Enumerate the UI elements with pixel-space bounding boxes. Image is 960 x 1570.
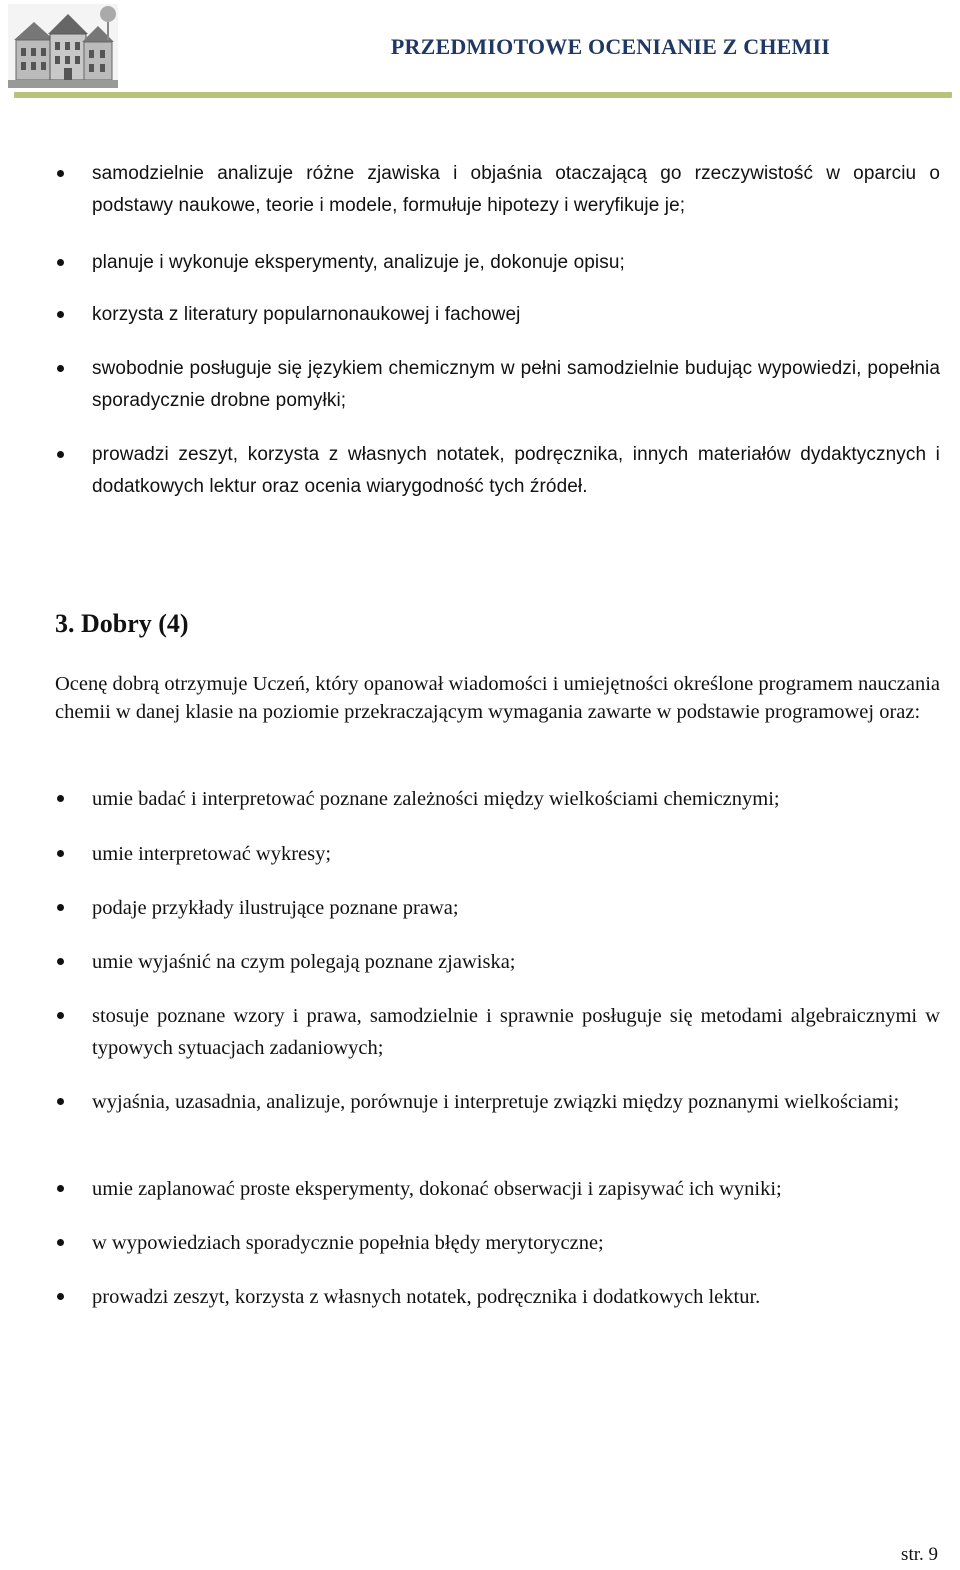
list-item-text: podaje przykłady ilustrujące poznane prawa; — [92, 897, 459, 919]
list-item-text: umie badać i interpretować poznane zależności między wielkościami chemicznymi; — [92, 788, 780, 810]
bullet-icon — [57, 1098, 64, 1105]
bullet-icon — [57, 958, 64, 965]
page-header — [0, 0, 960, 100]
list-item-text: samodzielnie analizuje różne zjawiska i objaśnia otaczającą go rzeczywistość w oparciu o podstawy naukowe, teorie i modele, formułuje hipotezy i weryfikuje je; — [92, 163, 940, 216]
list-item-text: prowadzi zeszyt, korzysta z własnych notatek, podręcznika, innych materiałów dydaktycznych i dodatkowych lektur oraz ocenia wiarygodność tych źródeł. — [92, 444, 940, 497]
bullet-icon — [57, 311, 64, 318]
list-item-text: planuje i wykonuje eksperymenty, analizuje je, dokonuje opisu; — [92, 252, 625, 273]
bullet-icon — [57, 1239, 64, 1246]
list-item-text: prowadzi zeszyt, korzysta z własnych notatek, podręcznika i dodatkowych lektur. — [92, 1286, 761, 1308]
list-item-text: korzysta z literatury popularnonaukowej i fachowej — [92, 304, 521, 325]
bullet-icon — [57, 1012, 64, 1019]
bullet-icon — [57, 1293, 64, 1300]
list-item-text: swobodnie posługuje się językiem chemicznym w pełni samodzielnie budując wypowiedzi, popełnia sporadycznie drobne pomyłki; — [92, 358, 940, 411]
list-item-text: umie interpretować wykresy; — [92, 843, 332, 865]
page-number: str. 9 — [901, 1544, 938, 1565]
list-item-text: umie zaplanować proste eksperymenty, dokonać obserwacji i zapisywać ich wyniki; — [92, 1178, 782, 1200]
list-item-text: wyjaśnia, uzasadnia, analizuje, porównuje i interpretuje związki między poznanymi wielkościami; — [92, 1091, 900, 1113]
list-item-text: stosuje poznane wzory i prawa, samodzielnie i sprawnie posługuje się metodami algebraicznymi w typowych sytuacjach zadaniowych; — [92, 1005, 940, 1059]
bullet-icon — [57, 170, 64, 177]
header-divider — [14, 92, 952, 98]
school-building-logo-icon — [8, 4, 118, 88]
list-item-text: umie wyjaśnić na czym polegają poznane zjawiska; — [92, 951, 516, 973]
section-heading: 3. Dobry (4) — [55, 609, 189, 638]
bullet-icon — [57, 795, 64, 802]
bullet-icon — [57, 365, 64, 372]
bullet-icon — [57, 904, 64, 911]
section-intro: Ocenę dobrą otrzymuje Uczeń, który opanował wiadomości i umiejętności określone programem nauczania chemii w danej klasie na poziomie przekraczającym wymagania zawarte w podstawie programowej oraz: — [55, 673, 940, 723]
bullet-icon — [57, 850, 64, 857]
bullet-icon — [57, 1185, 64, 1192]
bullet-icon — [57, 451, 64, 458]
document-title: PRZEDMIOTOWE OCENIANIE Z CHEMII — [390, 34, 830, 59]
list-item-text: w wypowiedziach sporadycznie popełnia błędy merytoryczne; — [92, 1232, 604, 1254]
bullet-icon — [57, 259, 64, 266]
